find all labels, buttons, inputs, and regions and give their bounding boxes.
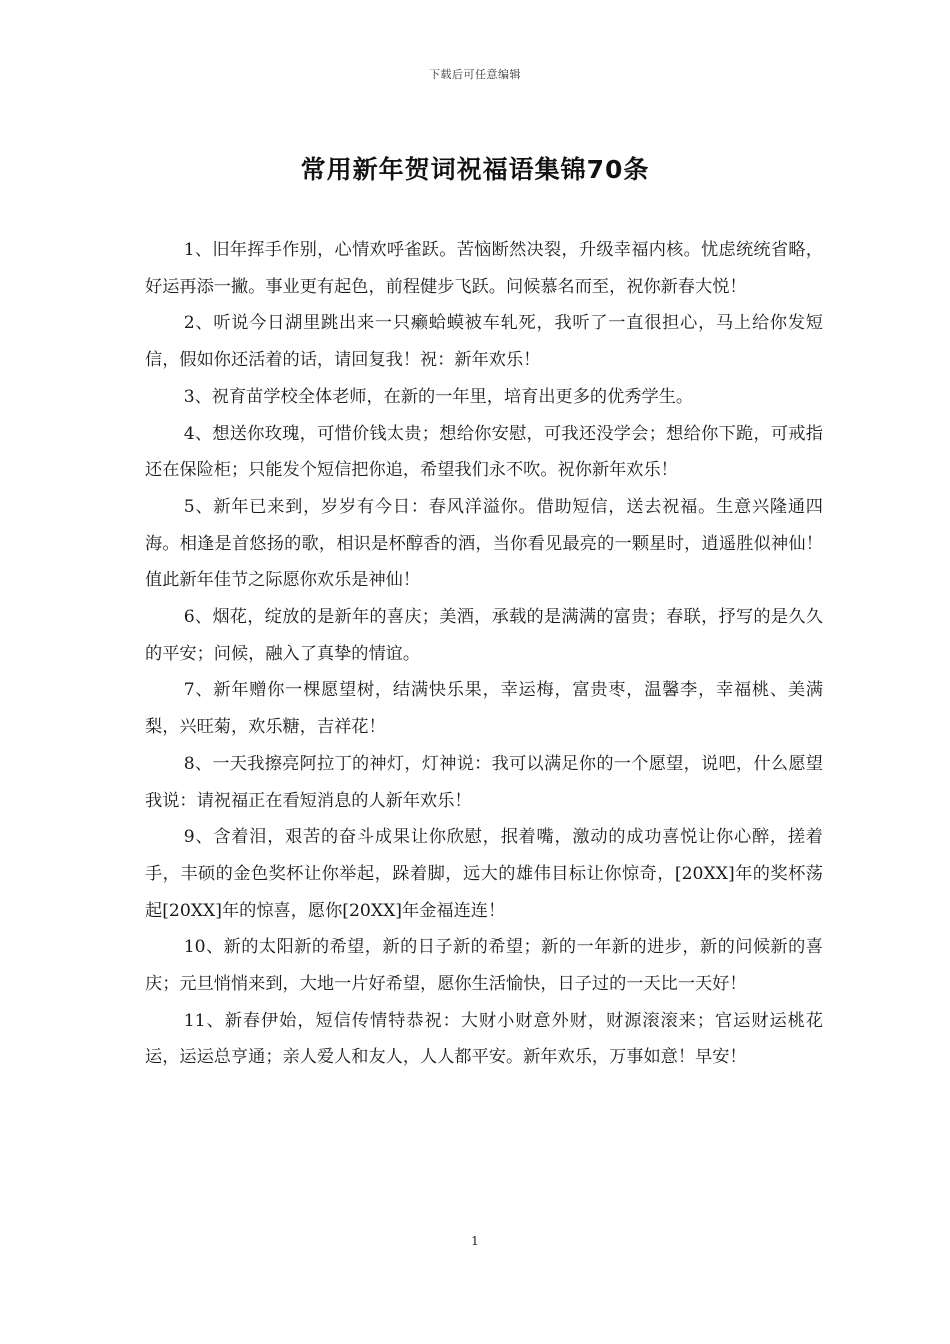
document-body	[145, 232, 823, 1076]
document-title: 常用新年贺词祝福语集锦70条	[300, 155, 650, 184]
paragraph: 7、新年赠你一棵愿望树，结满快乐果，幸运梅，富贵枣，温馨李，幸福桃、美满梨，兴旺菊，欢乐糖，吉祥花！	[145, 680, 823, 738]
paragraph: 9、含着泪，艰苦的奋斗成果让你欣慰，抿着嘴，激动的成功喜悦让你心醉，搓着手，丰硕的金色奖杯让你举起，跺着脚，远大的雄伟目标让你惊奇，[20XX]年的奖杯荡起[20XX]年的惊喜，愿你[20XX]年金福连连！	[145, 827, 823, 921]
page-number: 1	[471, 1234, 479, 1248]
paragraph: 1、旧年挥手作别，心情欢呼雀跃。苦恼断然决裂，升级幸福内核。忧虑统统省略，好运再添一撇。事业更有起色，前程健步飞跃。问候慕名而至，祝你新春大悦！	[145, 240, 823, 297]
paragraph: 2、听说今日湖里跳出来一只癞蛤蟆被车轧死，我听了一直很担心，马上给你发短信，假如你还活着的话，请回复我！祝：新年欢乐！	[145, 313, 823, 371]
paragraph: 5、新年已来到，岁岁有今日：春风洋溢你。借助短信，送去祝福。生意兴隆通四海。相逢是首悠扬的歌，相识是杯醇香的酒，当你看见最亮的一颗星时，逍遥胜似神仙！值此新年佳节之际愿你欢乐是神仙！	[145, 496, 823, 591]
paragraph: 6、烟花，绽放的是新年的喜庆；美酒，承载的是满满的富贵；春联，抒写的是久久的平安；问候，融入了真挚的情谊。	[145, 607, 823, 664]
paragraph: 10、新的太阳新的希望，新的日子新的希望；新的一年新的进步，新的问候新的喜庆；元旦悄悄来到，大地一片好希望，愿你生活愉快，日子过的一天比一天好！	[145, 937, 823, 995]
paragraph: 4、想送你玫瑰，可惜价钱太贵；想给你安慰，可我还没学会；想给你下跪，可戒指还在保险柜；只能发个短信把你追，希望我们永不吹。祝你新年欢乐！	[145, 423, 823, 481]
paragraph: 11、新春伊始，短信传情特恭祝：大财小财意外财，财源滚滚来；官运财运桃花运，运运总亨通；亲人爱人和友人，人人都平安。新年欢乐，万事如意！早安！	[145, 1010, 823, 1068]
header-note: 下载后可任意编辑	[429, 68, 521, 81]
paragraph: 3、祝育苗学校全体老师，在新的一年里，培育出更多的优秀学生。	[183, 386, 694, 407]
paragraph: 8、一天我擦亮阿拉丁的神灯，灯神说：我可以满足你的一个愿望，说吧，什么愿望我说：请祝福正在看短消息的人新年欢乐！	[145, 753, 823, 811]
